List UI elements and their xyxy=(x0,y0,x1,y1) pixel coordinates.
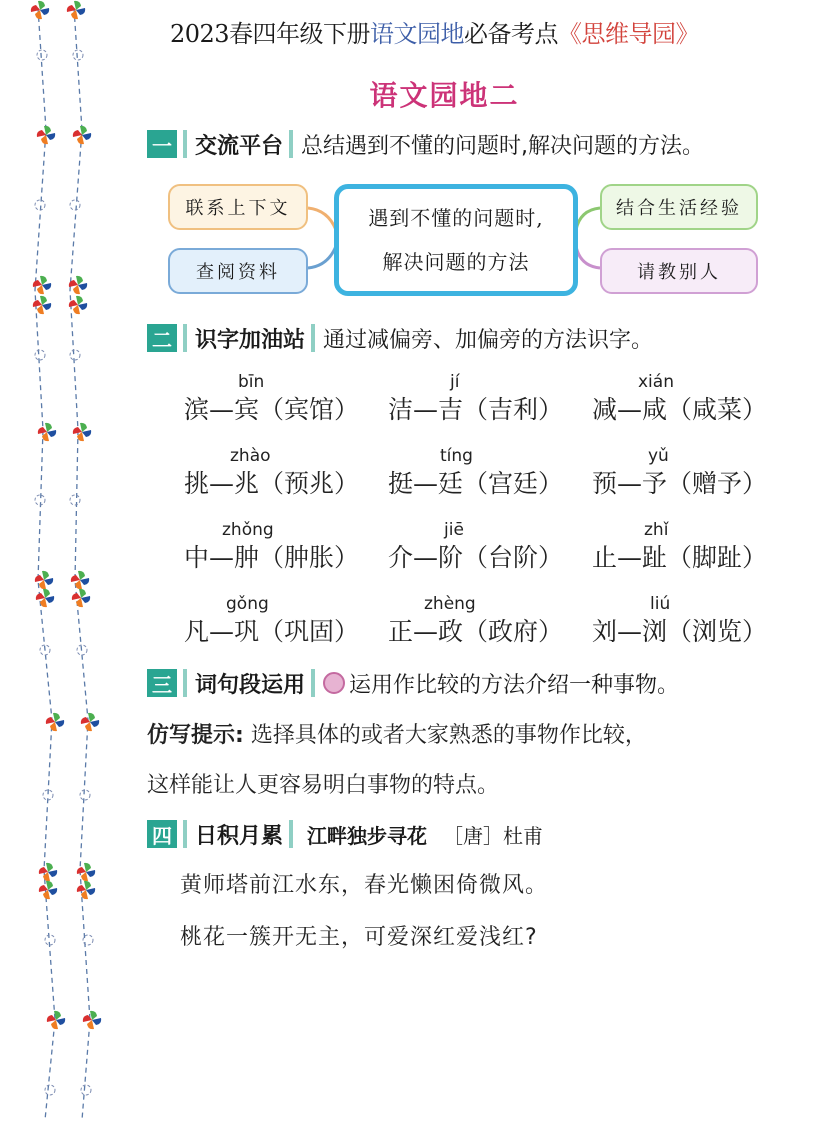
character-text: 滨—宾（宾馆） xyxy=(184,395,360,424)
title-highlight-red: 《思维导园》 xyxy=(558,20,700,48)
pinyin: gǒng xyxy=(226,594,269,614)
pinyin: bīn xyxy=(238,372,265,392)
divider-bar xyxy=(183,820,187,848)
divider-bar xyxy=(183,130,187,158)
divider-bar xyxy=(311,324,315,352)
pinyin: zhèng xyxy=(424,594,476,614)
mind-map xyxy=(168,180,760,298)
section-3-header xyxy=(147,667,679,699)
character-text: 止—趾（脚趾） xyxy=(592,543,768,572)
pinyin: zhǐ xyxy=(644,520,669,540)
divider-bar xyxy=(289,820,293,848)
poem-author: 杜甫 xyxy=(503,823,544,848)
section-number-badge: 二 xyxy=(147,324,177,352)
center-line-2: 解决问题的方法 xyxy=(382,250,530,274)
poem-dynasty: ［唐］ xyxy=(443,823,504,848)
character-row xyxy=(180,594,780,654)
seal-stamp-icon xyxy=(323,672,345,694)
title-mid: 必备考点 xyxy=(464,20,559,48)
divider-bar xyxy=(183,669,187,697)
character-text: 挺—廷（宫廷） xyxy=(388,469,564,498)
pinyin: liú xyxy=(650,594,671,614)
section-1-header xyxy=(147,128,704,160)
mind-map-node-ask-others: 请教别人 xyxy=(600,248,758,294)
section-number-badge: 四 xyxy=(147,820,177,848)
section-title: 词句段运用 xyxy=(195,672,306,698)
pinwheel-border-decoration xyxy=(0,0,120,1122)
divider-bar xyxy=(289,130,293,158)
pinyin: xián xyxy=(638,372,674,392)
character-text: 挑—兆（预兆） xyxy=(184,469,360,498)
section-description: 运用作比较的方法介绍一种事物。 xyxy=(349,672,680,698)
writing-tip-line-2: 这样能让人更容易明白事物的特点。 xyxy=(147,773,500,798)
character-row xyxy=(180,520,780,580)
mind-map-center-node xyxy=(334,184,578,296)
section-number-badge: 一 xyxy=(147,130,177,158)
section-description: 通过减偏旁、加偏旁的方法识字。 xyxy=(323,327,654,353)
character-row xyxy=(180,372,780,432)
writing-tip-line-1 xyxy=(147,718,647,749)
character-text: 中—肿（肿胀） xyxy=(184,543,360,572)
title-prefix: 2023春四年级下册 xyxy=(169,20,371,48)
section-description: 总结遇到不懂的问题时,解决问题的方法。 xyxy=(301,133,705,159)
character-text: 介—阶（台阶） xyxy=(388,543,564,572)
pinyin: jiē xyxy=(444,520,464,540)
character-text: 正—政（政府） xyxy=(388,617,564,646)
writing-tip-text: 选择具体的或者大家熟悉的事物作比较， xyxy=(250,723,647,748)
writing-tip-label: 仿写提示: xyxy=(147,723,244,748)
character-text: 预—予（赠予） xyxy=(592,469,768,498)
character-text: 洁—吉（吉利） xyxy=(388,395,564,424)
mind-map-node-research: 查阅资料 xyxy=(168,248,308,294)
section-2-header xyxy=(147,322,653,354)
divider-bar xyxy=(183,324,187,352)
poem-title: 江畔独步寻花 xyxy=(307,823,428,848)
pinyin: yǔ xyxy=(648,446,669,466)
section-number-badge: 三 xyxy=(147,669,177,697)
divider-bar xyxy=(311,669,315,697)
section-4-header xyxy=(147,818,543,850)
pinyin: zhǒng xyxy=(222,520,274,540)
mind-map-node-life-experience: 结合生活经验 xyxy=(600,184,758,230)
section-title: 交流平台 xyxy=(195,133,284,159)
character-text: 减—咸（咸菜） xyxy=(592,395,768,424)
section-title: 日积月累 xyxy=(195,823,284,849)
character-text: 刘—浏（浏览） xyxy=(592,617,768,646)
page-title xyxy=(0,14,829,49)
character-row xyxy=(180,446,780,506)
poem-line-1: 黄师塔前江水东，春光懒困倚微风。 xyxy=(180,873,549,898)
pinyin: zhào xyxy=(230,446,271,466)
pinyin: tíng xyxy=(440,446,473,466)
unit-subtitle: 语文园地二 xyxy=(369,79,520,112)
poem-line-2: 桃花一簇开无主，可爱深红爱浅红? xyxy=(180,925,538,950)
title-highlight-blue: 语文园地 xyxy=(370,20,465,48)
section-title: 识字加油站 xyxy=(195,327,306,353)
character-text: 凡—巩（巩固） xyxy=(184,617,360,646)
mind-map-node-context: 联系上下文 xyxy=(168,184,308,230)
center-line-1: 遇到不懂的问题时, xyxy=(368,206,544,230)
pinyin: jí xyxy=(450,372,460,392)
